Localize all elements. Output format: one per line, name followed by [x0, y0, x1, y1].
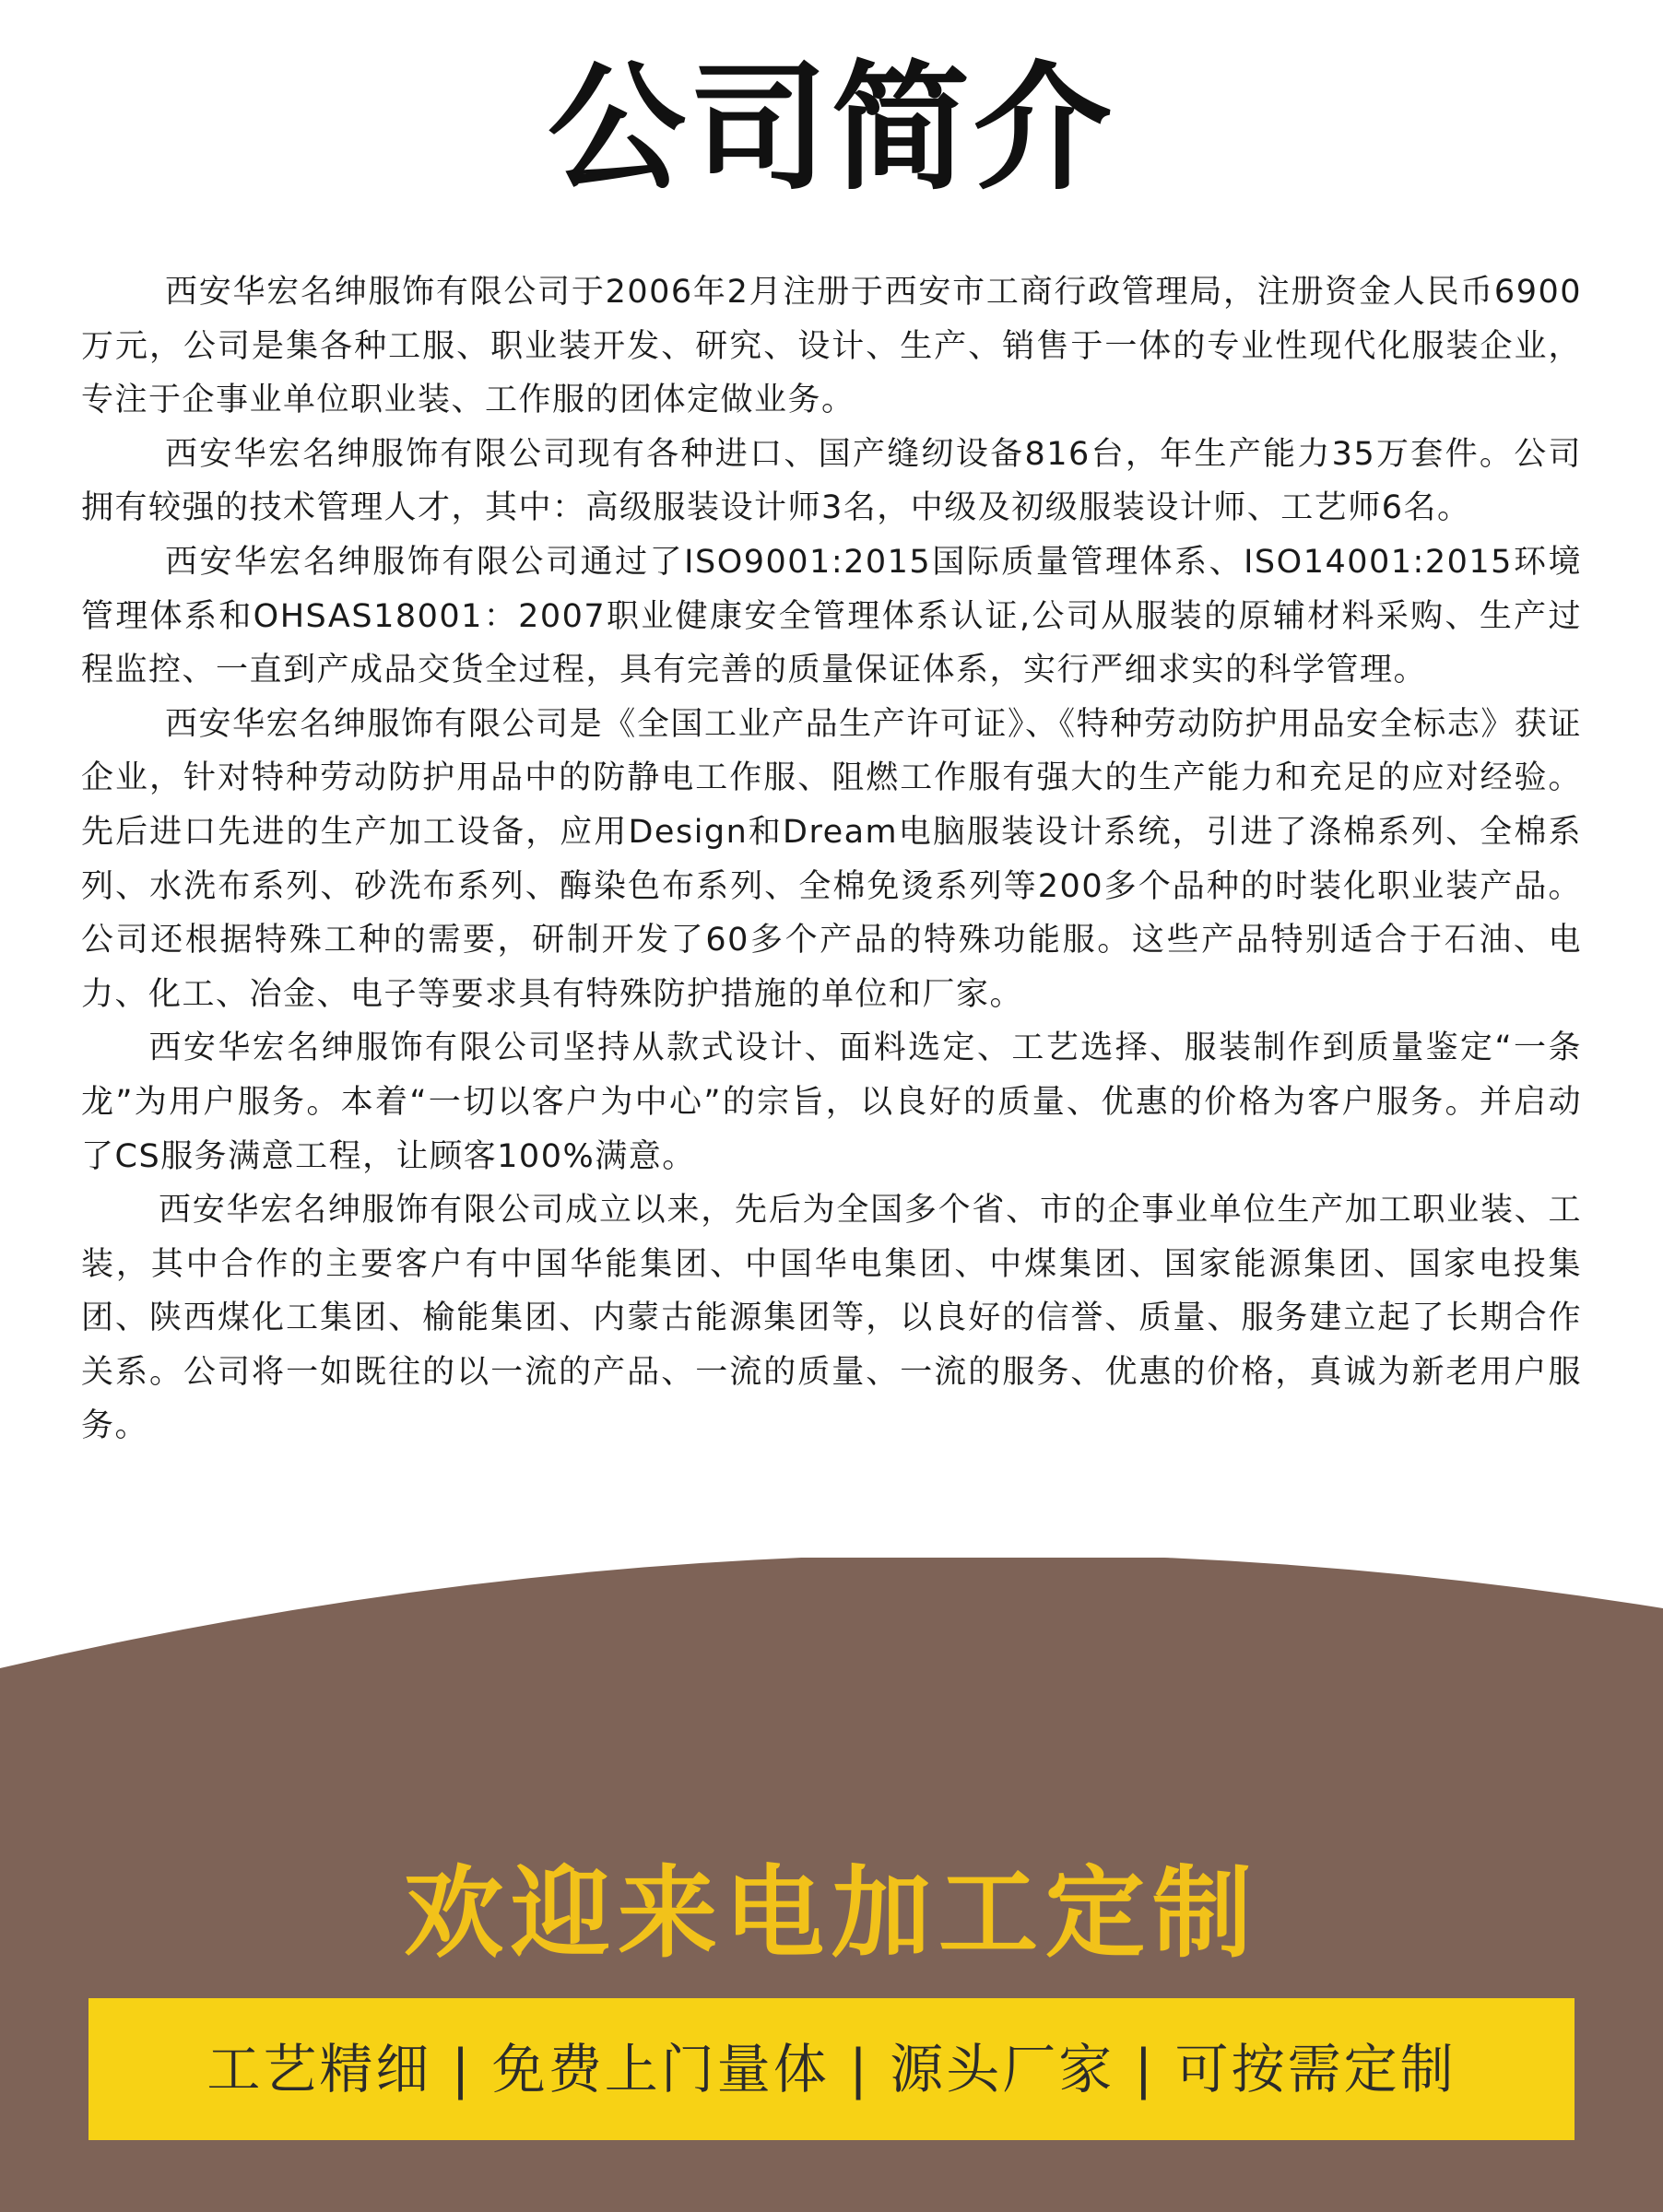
- intro-paragraph-4: 西安华宏名绅服饰有限公司是《全国工业产品生产许可证》、《特种劳动防护用品安全标志》获证企业，针对特种劳动防护用品中的防静电工作服、阻燃工作服有强大的生产能力和充足的应对经验。先后进口先进的生产加工设备，应用Design和Dream电脑服装设计系统，引进了涤棉系列、全棉系列、水洗布系列、砂洗布系列、酶染色布系列、全棉免烫系列等200多个品种的时装化职业装产品。公司还根据特殊工种的需要，研制开发了60多个产品的特殊功能服。这些产品特别适合于石油、电力、化工、冶金、电子等要求具有特殊防护措施的单位和厂家。: [81, 705, 1582, 1013]
- intro-paragraph-3: 西安华宏名绅服饰有限公司通过了ISO9001:2015国际质量管理体系、ISO14001:2015环境管理体系和OHSAS18001：2007职业健康安全管理体系认证,公司从服装的原辅材料采购、生产过程监控、一直到产成品交货全过程，具有完善的质量保证体系，实行严细求实的科学管理。: [81, 543, 1582, 689]
- page-title: 公司简介: [547, 49, 1115, 209]
- intro-paragraph-5: 西安华宏名绅服饰有限公司坚持从款式设计、面料选定、工艺选择、服装制作到质量鉴定“一条龙”为用户服务。本着“一切以客户为中心”的宗旨，以良好的质量、优惠的价格为客户服务。并启动了CS服务满意工程，让顾客100%满意。: [81, 1030, 1582, 1175]
- intro-paragraph-6: 西安华宏名绅服饰有限公司成立以来，先后为全国多个省、市的企事业单位生产加工职业装、工装，其中合作的主要客户有中国华能集团、中国华电集团、中煤集团、国家能源集团、国家电投集团、陕西煤化工集团、榆能集团、内蒙古能源集团等，以良好的信誉、质量、服务建立起了长期合作关系。公司将一如既往的以一流的产品、一流的质量、一流的服务、优惠的价格，真诚为新老用户服务。: [81, 1192, 1582, 1445]
- welcome-headline: 欢迎来电加工定制: [403, 1856, 1259, 1971]
- intro-body: [81, 265, 1582, 1453]
- tagline-bar: [88, 1998, 1575, 2140]
- tagline-text: 工艺精细 | 免费上门量体 | 源头厂家 | 可按需定制: [206, 2038, 1457, 2100]
- intro-paragraph-2: 西安华宏名绅服饰有限公司现有各种进口、国产缝纫设备816台，年生产能力35万套件。公司拥有较强的技术管理人才，其中：高级服装设计师3名，中级及初级服装设计师、工艺师6名。: [81, 435, 1582, 527]
- intro-paragraph-1: 西安华宏名绅服饰有限公司于2006年2月注册于西安市工商行政管理局，注册资金人民币6900万元，公司是集各种工服、职业装开发、研究、设计、生产、销售于一体的专业性现代化服装企业，专注于企事业单位职业装、工作服的团体定做业务。: [81, 274, 1582, 419]
